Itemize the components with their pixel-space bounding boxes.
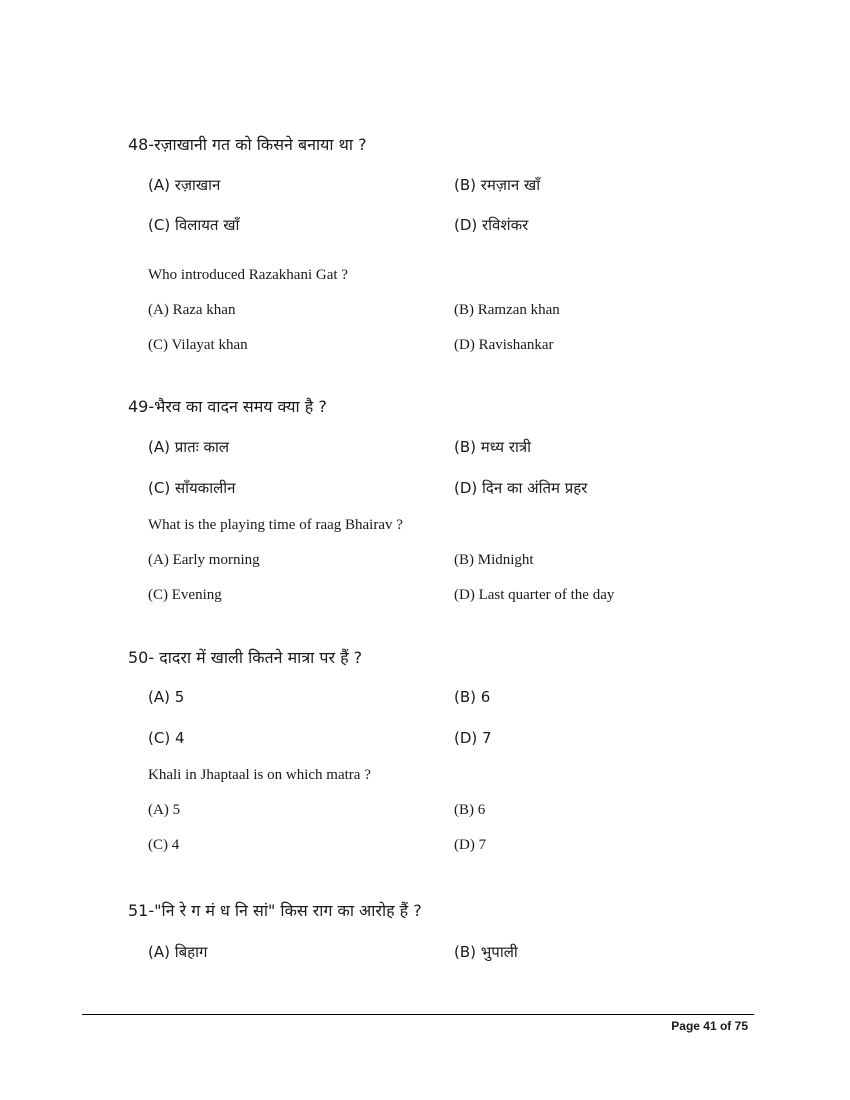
- footer-divider: [82, 1014, 754, 1015]
- q48-hi-option-d: (D) रविशंकर: [454, 216, 529, 234]
- q49-en-option-c: (C) Evening: [148, 587, 222, 603]
- q50-hi-option-d: (D) 7: [454, 729, 492, 747]
- question-49-english: What is the playing time of raag Bhairav ?: [148, 517, 403, 533]
- q48-en-option-a: (A) Raza khan: [148, 302, 236, 318]
- q51-hi-option-b: (B) भुपाली: [454, 943, 518, 961]
- q48-hi-option-b: (B) रमज़ान खाँ: [454, 176, 541, 194]
- q48-en-option-d: (D) Ravishankar: [454, 337, 554, 353]
- question-50-english: Khali in Jhaptaal is on which matra ?: [148, 767, 371, 783]
- q50-hi-option-c: (C) 4: [148, 729, 185, 747]
- q50-en-option-c: (C) 4: [148, 837, 180, 853]
- page-number: Page 41 of 75: [671, 1019, 748, 1033]
- q50-en-option-a: (A) 5: [148, 802, 181, 818]
- q50-en-option-b: (B) 6: [454, 802, 486, 818]
- q49-hi-option-b: (B) मध्य रात्री: [454, 438, 532, 456]
- q49-en-option-d: (D) Last quarter of the day: [454, 587, 615, 603]
- q48-hi-option-c: (C) विलायत खाँ: [148, 216, 240, 234]
- q49-hi-option-c: (C) साँयकालीन: [148, 479, 236, 497]
- q50-hi-option-b: (B) 6: [454, 688, 491, 706]
- q49-hi-option-d: (D) दिन का अंतिम प्रहर: [454, 479, 588, 497]
- q49-en-option-b: (B) Midnight: [454, 552, 534, 568]
- question-48-english: Who introduced Razakhani Gat ?: [148, 267, 348, 283]
- question-48-hindi: 48-रज़ाखानी गत को किसने बनाया था ?: [128, 135, 367, 154]
- question-51-hindi: 51-"नि रे ग मं ध नि सां" किस राग का आरोह हैं ?: [128, 901, 422, 920]
- q51-hi-option-a: (A) बिहाग: [148, 943, 208, 961]
- q48-en-option-c: (C) Vilayat khan: [148, 337, 248, 353]
- question-49-hindi: 49-भैरव का वादन समय क्या है ?: [128, 397, 327, 416]
- q50-en-option-d: (D) 7: [454, 837, 487, 853]
- q49-en-option-a: (A) Early morning: [148, 552, 260, 568]
- q50-hi-option-a: (A) 5: [148, 688, 185, 706]
- q48-en-option-b: (B) Ramzan khan: [454, 302, 560, 318]
- question-50-hindi: 50- दादरा में खाली कितने मात्रा पर हैं ?: [128, 648, 363, 667]
- q48-hi-option-a: (A) रज़ाखान: [148, 176, 221, 194]
- q49-hi-option-a: (A) प्रातः काल: [148, 438, 230, 456]
